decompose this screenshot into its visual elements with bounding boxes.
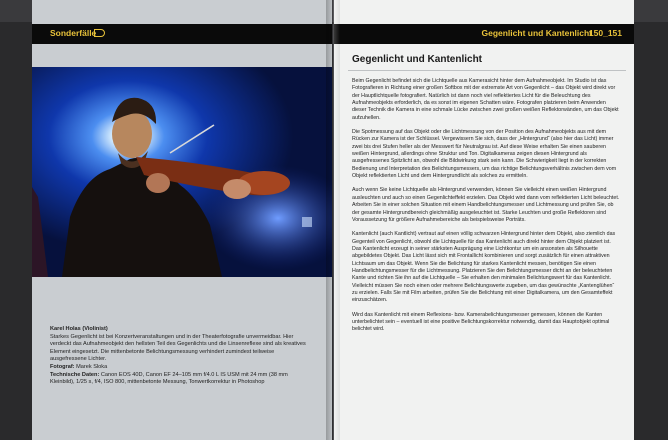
caption-name: Karel Holas (Violinist) — [50, 326, 108, 332]
section-label: Sonderfälle — [50, 28, 97, 38]
caption-text: Starkes Gegenlicht ist bei Konzertveranstaltungen und in der Theaterfotografie unvermeidbar. Hier verdeckt das Aufnahmeobjekt den hellsten Teil des Gegenlichts und die Linsenreflexe sind als kreatives Element eingesetzt. Die mittenbetonte Belichtungsmessung verhindert zumindest teilweise ausgefressene Lichter. — [50, 333, 306, 363]
tech-data-text: Canon EOS 40D, Canon EF 24–105 mm f/4.0 L IS USM mit 24 mm (38 mm Kleinbild), 1/25 s, f/4, ISO 800, mittenbetonte Messung, Tonwertkorrektur in Photoshop — [50, 371, 288, 386]
right-header-bar — [334, 24, 634, 44]
article-paragraph: Wird das Kantenlicht mit einem Reflexions- bzw. Kamerabelichtungsmesser gemessen, können die Kanten unterbelichtet sein – eventuell ist eine positive Belichtungskorrektur notwendig, damit das Hauptobjekt optimal belichtet wird. — [352, 311, 610, 333]
caption-photographer-line — [50, 364, 312, 372]
photographer-name: Marek Sloka — [76, 363, 108, 370]
photo-caption — [50, 326, 312, 387]
title-divider — [348, 70, 626, 71]
violinist-photo — [32, 67, 332, 277]
article-title: Gegenlicht und Kantenlicht — [352, 54, 483, 65]
article-paragraph: Kantenlicht (auch Kantlicht) vertraut auf einen völlig schwarzen Hintergrund hinter dem Objekt, also ziemlich das Gegenteil von Gegenlicht, obwohl die Lichtquelle für das Kantenlicht auch direkt hinter dem Objekt platziert ist. Das Kantenlicht erzeugt in seiner stärksten Ausprägung eine Lichtkontur um ein ansonsten als Silhouette abgebildetes Objekt. Das Licht lässt sich mit Frontallicht kombinieren und sorgt zusätzlich für einen attraktiven Lichtsaum um das Objekt. Wenn Sie die Belichtung für starkes Kantenlicht messen, benötigen Sie einen Handbelichtungsmesser für die Lichtmessung. Platzieren Sie den Belichtungsmesser dicht an der beleuchteten Kante und richten Sie ihn auf die Lichtquelle – Sie erhalten den minimalen Belichtungswert für das Kantenlicht. Vielleicht müssen Sie noch einen oder mehrere Belichtungswerte zugeben, um das gewünschte „Kantenglühen“ zu erzielen. Falls Sie mit Film arbeiten, prüfen Sie die Belichtung mit einer Digitalkamera, um den Gesamteffekt einzuschätzen. — [352, 231, 616, 304]
book-gutter-shadow — [326, 0, 340, 440]
caption-tech-line — [50, 372, 312, 387]
tab-marker-icon — [94, 29, 105, 37]
page-numbers: 150_151 — [588, 28, 622, 38]
tech-data-label: Technische Daten: — [50, 371, 100, 378]
left-header-bar — [32, 24, 332, 44]
article-body — [352, 78, 620, 341]
article-paragraph: Die Spotmessung auf das Objekt oder die Lichtmessung von der Position des Aufnahmeobjekts aus mit dem Rücken zur Kamera ist der Schlüssel. Vergewissern Sie sich, dass der „Hintergrund“ (also hier das Licht) immer zwei bis drei Stufen heller als der Messwert für Neutralgrau ist. Auf diese Weise erhalten Sie einen sauberen weißen Hintergrund, allerdings ohne Struktur und Ton. Digitalkameras zeigen diesen Hintergrund als ausgefressenes Spitzlicht an, obwohl die Bildwirkung stark sein kann. Die Schwierigkeit liegt in der korrekten Bedienung und Interpretation des Belichtungsmessers, um das richtige Belichtungsverhältnis zwischen dem vom Objekt reflektierten Licht und dem Hintergrundlicht als solches zu ermitteln. — [352, 129, 617, 180]
running-header-title: Gegenlicht und Kantenlicht — [481, 28, 592, 38]
article-paragraph: Auch wenn Sie keine Lichtquelle als Hintergrund verwenden, können Sie vielleicht einen weißen Hintergrund ausleuchten und auch so einen Gegenlichteffekt erzielen. Das Objekt wird dann vom reflektierten Licht beleuchtet. Arbeiten Sie in einer solchen Situation mit einem Handbelichtungsmesser und Lichtmessung und prüfen Sie, ob der gesamte Hintergrundbereich gleichmäßig ausgeleuchtet ist. Starke Leuchten und große Reflektoren sind Voraussetzung für größere Aufnahmebereiche als beispielsweise Porträts. — [352, 187, 620, 223]
photographer-label: Fotograf: — [50, 363, 75, 370]
article-paragraph: Beim Gegenlicht befindet sich die Lichtquelle aus Kamerasicht hinter dem Aufnahmeobjekt. Im Studio ist das Fotografieren in Richtung einer großen Softbox mit der extremste Art von Gegenlicht – das Objekt wird direkt vor der Hauptlichtquelle fotografiert. Natürlich ist dann noch viel reflektiertes Licht für die Beleuchtung des Aufnahmeobjekts erforderlich, da es sonst im eigenen Schatten wäre. Fotografen platzieren beim Anwenden dieser Technik die Kamera in eine schmale Lücke zwischen zwei großen weißen Reflektorwänden, um das Objekt aufzuhellen. — [352, 78, 619, 121]
